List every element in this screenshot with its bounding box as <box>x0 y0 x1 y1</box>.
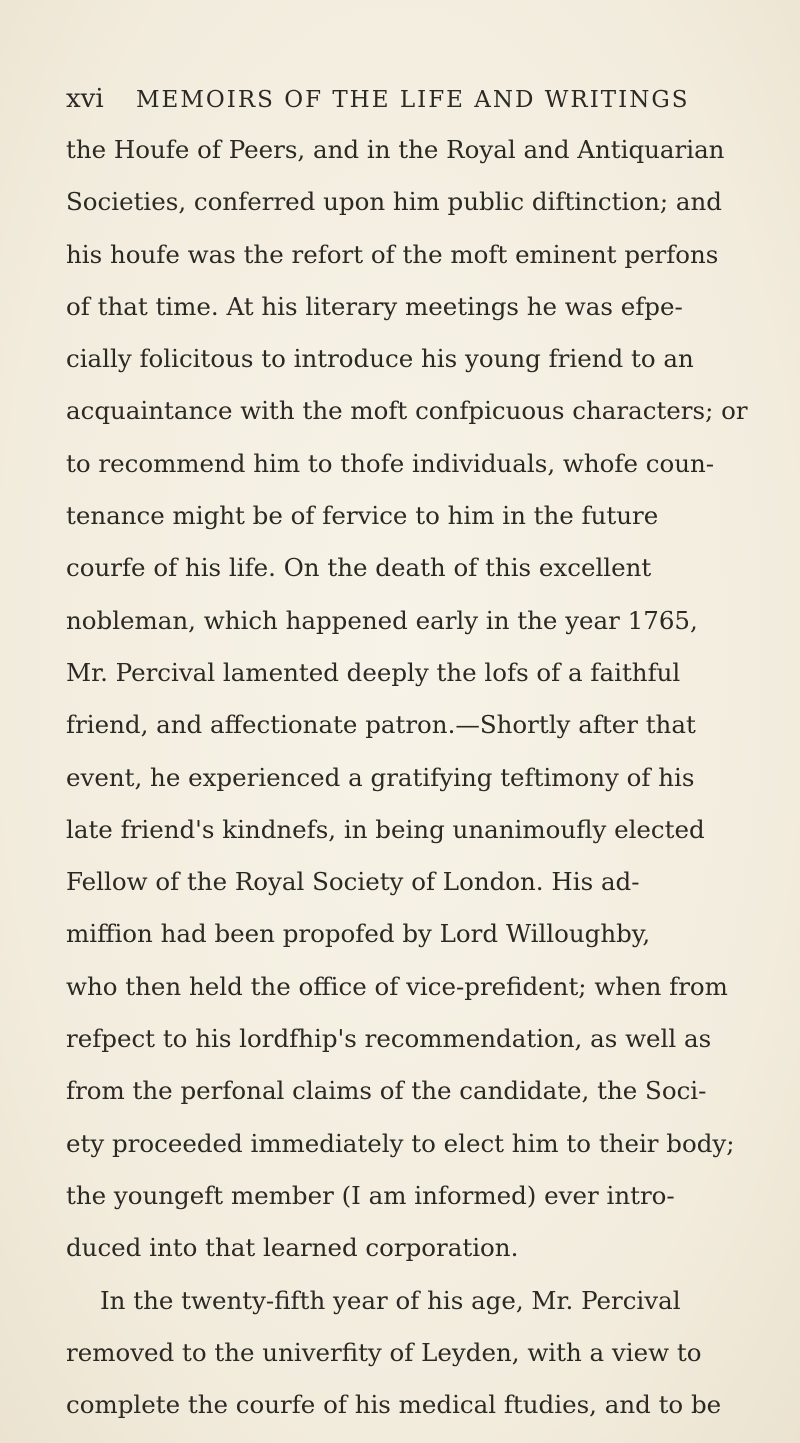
text-line: the Houfe of Peers, and in the Royal and Antiquarian <box>66 135 725 164</box>
text-line: event, he experienced a gratifying teftimony of his <box>66 762 695 792</box>
text-line: friend, and affectionate patron.—Shortly after that <box>66 710 696 740</box>
text-line: cially folicitous to introduce his young friend to an <box>66 344 694 374</box>
body-text <box>66 124 746 1431</box>
text-line: late friend's kindnefs, in being unanimoufly elected <box>66 814 705 844</box>
text-line: complete the courfe of his medical ftudies, and to be <box>66 1390 722 1420</box>
text-line: of that time. At his literary meetings he was efpe- <box>66 291 683 321</box>
text-line: nobleman, which happened early in the year 1765, <box>66 605 698 635</box>
text-line: Mr. Percival lamented deeply the lofs of a faithful <box>66 657 681 687</box>
text-line: who then held the office of vice-prefident; when from <box>66 971 728 1001</box>
text-line: to recommend him to thofe individuals, whofe coun- <box>66 448 715 478</box>
text-line: the youngeft member (I am informed) ever intro- <box>66 1180 675 1210</box>
text-line: courfe of his life. On the death of this excellent <box>66 553 652 583</box>
running-header <box>66 84 746 114</box>
text-line: refpect to his lordfhip's recommendation, as well as <box>66 1024 712 1054</box>
text-line: acquaintance with the moft confpicuous characters; or <box>66 396 748 426</box>
text-line: duced into that learned corporation. <box>66 1233 519 1263</box>
page-number: xvi <box>66 84 104 114</box>
text-line: from the perfonal claims of the candidate, the Soci- <box>66 1076 707 1106</box>
running-title: MEMOIRS OF THE LIFE AND WRITINGS <box>136 87 690 113</box>
text-line: Fellow of the Royal Society of London. His ad- <box>66 867 640 897</box>
text-line: Societies, conferred upon him public diftinction; and <box>66 187 722 217</box>
text-line: ety proceeded immediately to elect him to their body; <box>66 1128 735 1158</box>
text-line: miffion had been propofed by Lord Willoughby, <box>66 919 651 949</box>
text-line: his houfe was the refort of the moft eminent perfons <box>66 239 719 269</box>
text-line: tenance might be of fervice to him in the future <box>66 501 659 531</box>
paragraph-first-line: In the twenty-fifth year of his age, Mr. Percival <box>100 1285 681 1315</box>
text-line: removed to the univerfity of Leyden, with a view to <box>66 1337 702 1367</box>
